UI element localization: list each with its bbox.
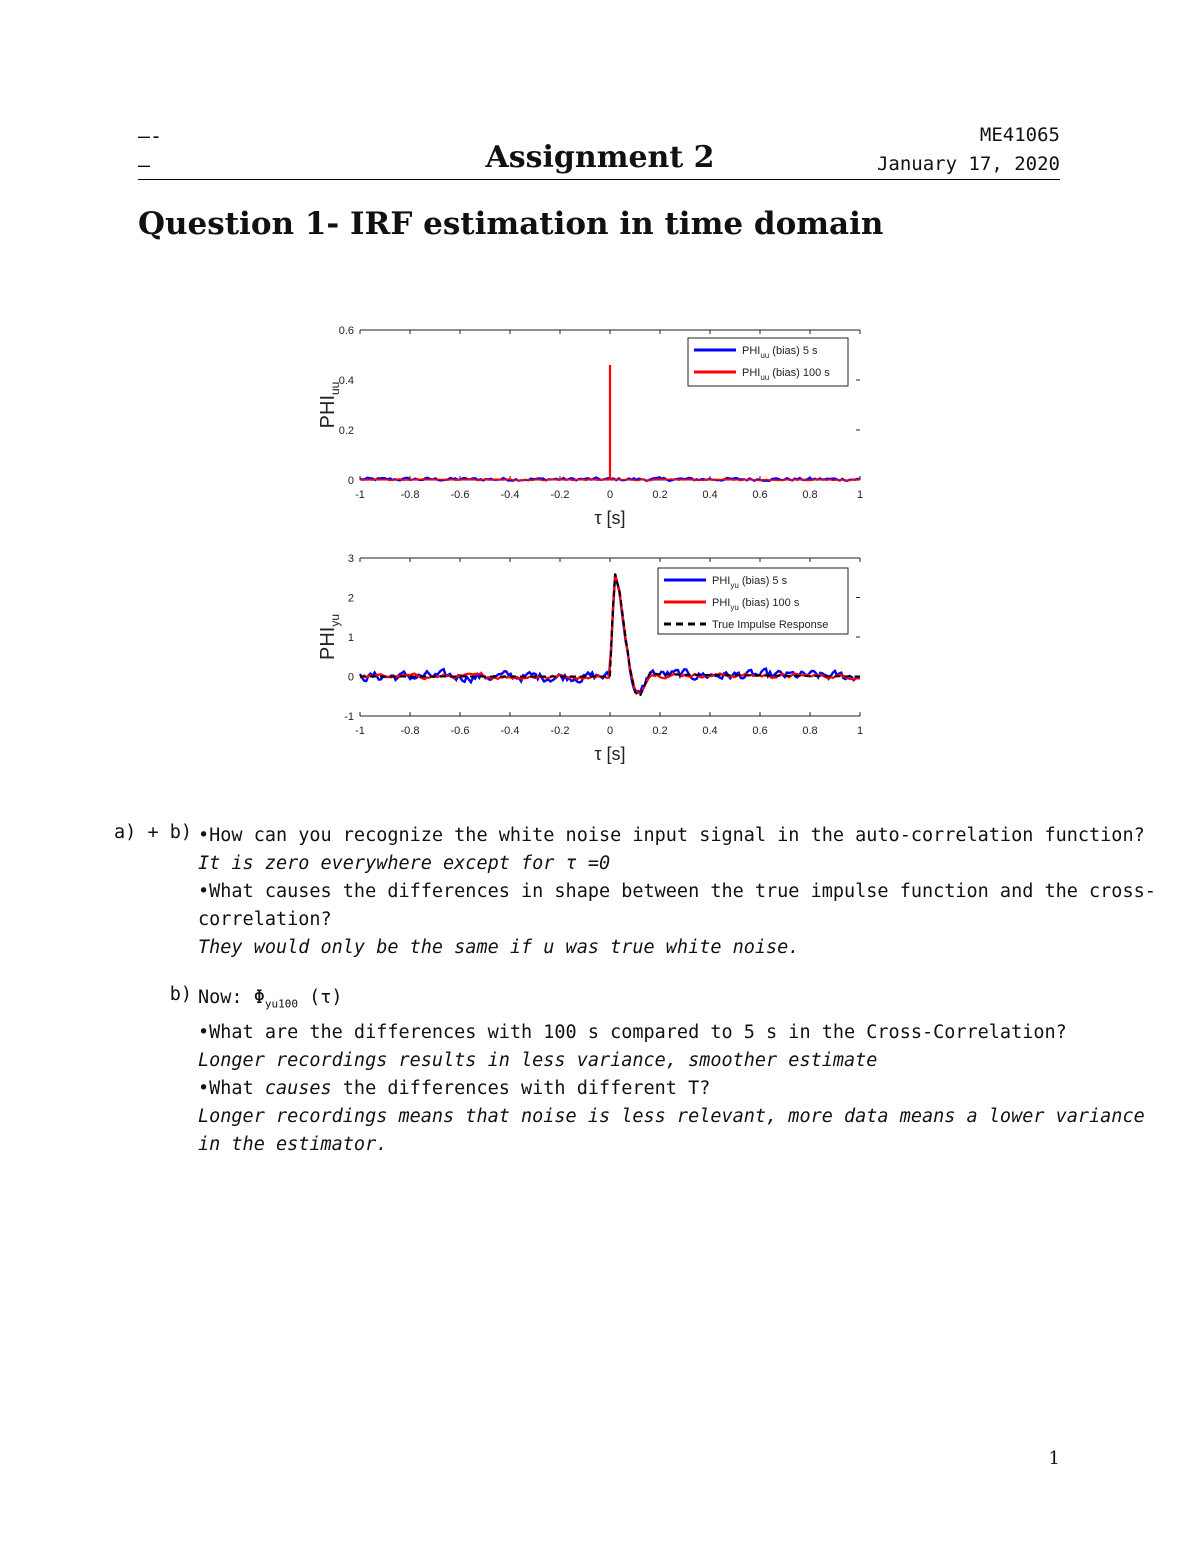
x-tick-label: -0.8 xyxy=(400,489,420,501)
question-2-line-2: correlation? xyxy=(198,909,332,930)
legend-sub: yu xyxy=(730,603,739,612)
y-tick-label: -1 xyxy=(344,711,354,723)
x-tick-label: 0.6 xyxy=(752,489,768,501)
y-tick-label: 1 xyxy=(347,632,354,644)
x-tick-label: 0.2 xyxy=(652,489,668,501)
y-tick-label: 2 xyxy=(347,592,354,605)
x-tick-label: -0.6 xyxy=(450,725,470,737)
header-left-top: —- xyxy=(138,124,163,148)
legend-label: $PHI_{yu}$ (bias) 5 s xyxy=(712,575,788,590)
legend-label: $PHI_{yu}$ (bias) 100 s xyxy=(712,597,800,612)
answer-1: It is zero everywhere except for τ =0 xyxy=(198,853,611,874)
qa-block-b xyxy=(198,984,1145,1159)
legend-suffix: (bias) 5 s xyxy=(769,345,818,357)
x-tick-label: 0.2 xyxy=(652,725,668,737)
y-tick-label: 0.4 xyxy=(338,375,354,387)
legend-suffix: (bias) 100 s xyxy=(769,367,830,379)
x-tick-label: 0.8 xyxy=(802,489,818,501)
x-tick-label: 1 xyxy=(856,489,864,501)
y-axis-label: $PHI_{yu}$ xyxy=(317,613,342,661)
answer-4-line-1: Longer recordings means that noise is less relevant, more data means a lower variance xyxy=(198,1105,1145,1127)
legend-sub: uu xyxy=(760,373,770,382)
y-axis-label: $PHI_{uu}$ xyxy=(317,381,342,429)
label-ab: a) + b) xyxy=(114,822,192,843)
y-tick-label: 3 xyxy=(347,553,354,565)
legend-suffix: (bias) 100 s xyxy=(738,597,800,609)
x-tick-label: -0.2 xyxy=(550,725,570,737)
x-tick-label: -0.2 xyxy=(550,489,570,501)
answer-4-line-2: in the estimator. xyxy=(198,1133,388,1155)
legend-suffix: (bias) 5 s xyxy=(738,575,788,587)
x-tick-label: -1 xyxy=(355,489,365,501)
x-tick-label: 0.4 xyxy=(702,489,718,501)
x-tick-label: -0.4 xyxy=(500,725,520,737)
question-2-line-1: •What causes the differences in shape between the true impulse function and the cross- xyxy=(198,881,1156,902)
x-tick-label: 0 xyxy=(606,489,614,501)
legend-label: $PHI_{uu}$ (bias) 5 s xyxy=(742,345,818,360)
question-title: Question 1- IRF estimation in time domain xyxy=(138,206,884,242)
y-axis-label-sub: uu xyxy=(328,381,342,396)
legend-sub: uu xyxy=(760,351,770,360)
now-subscript: yu100 xyxy=(264,997,298,1011)
header-date: January 17, 2020 xyxy=(876,153,1060,175)
question-4: •What causes the differences with different T? xyxy=(198,1077,711,1099)
y-tick-label: 0.6 xyxy=(338,325,354,337)
legend xyxy=(688,338,848,386)
header-course: ME41065 xyxy=(979,124,1060,146)
x-tick-label: 1 xyxy=(856,725,864,737)
y-axis-label-sub: yu xyxy=(328,613,342,627)
qa-block-ab xyxy=(198,822,1156,962)
correlation-figure xyxy=(290,318,890,778)
answer-3: Longer recordings results in less variance, smoother estimate xyxy=(198,1049,878,1071)
x-axis-label: τ [s] xyxy=(594,508,626,528)
legend-label: True Impulse Response xyxy=(712,619,829,631)
legend-sub: yu xyxy=(730,581,739,590)
x-tick-label: -0.8 xyxy=(400,725,420,737)
legend-label: $PHI_{uu}$ (bias) 100 s xyxy=(742,367,830,382)
y-tick-label: 0 xyxy=(347,475,354,487)
x-axis-label: τ [s] xyxy=(594,744,626,764)
x-tick-label: -0.6 xyxy=(450,489,470,501)
now-expression: Now: $\Phi_{yu100}$ (τ) xyxy=(198,987,343,1011)
question-4-emphasis: causes xyxy=(264,1077,332,1099)
header-title: Assignment 2 xyxy=(485,140,715,175)
legend xyxy=(658,568,848,634)
header-left-bottom: — xyxy=(138,153,151,177)
question-3: •What are the differences with 100 s compared to 5 s in the Cross-Correlation? xyxy=(198,1021,1067,1043)
x-tick-label: 0.6 xyxy=(752,725,768,737)
page-number: 1 xyxy=(1048,1448,1060,1469)
y-tick-label: 0 xyxy=(347,671,354,684)
label-b: b) xyxy=(169,984,192,1005)
x-tick-label: -0.4 xyxy=(500,489,520,501)
answer-2: They would only be the same if u was true white noise. xyxy=(198,937,800,958)
x-tick-label: 0.4 xyxy=(702,725,718,737)
question-1: •How can you recognize the white noise input signal in the auto-correlation function? xyxy=(198,825,1145,846)
bottom-plot xyxy=(317,553,863,764)
x-tick-label: -1 xyxy=(355,725,365,737)
y-tick-label: 0.2 xyxy=(338,425,354,437)
x-tick-label: 0.8 xyxy=(802,725,818,737)
top-plot xyxy=(317,325,863,528)
header-rule xyxy=(138,179,1060,180)
x-tick-label: 0 xyxy=(606,725,614,737)
